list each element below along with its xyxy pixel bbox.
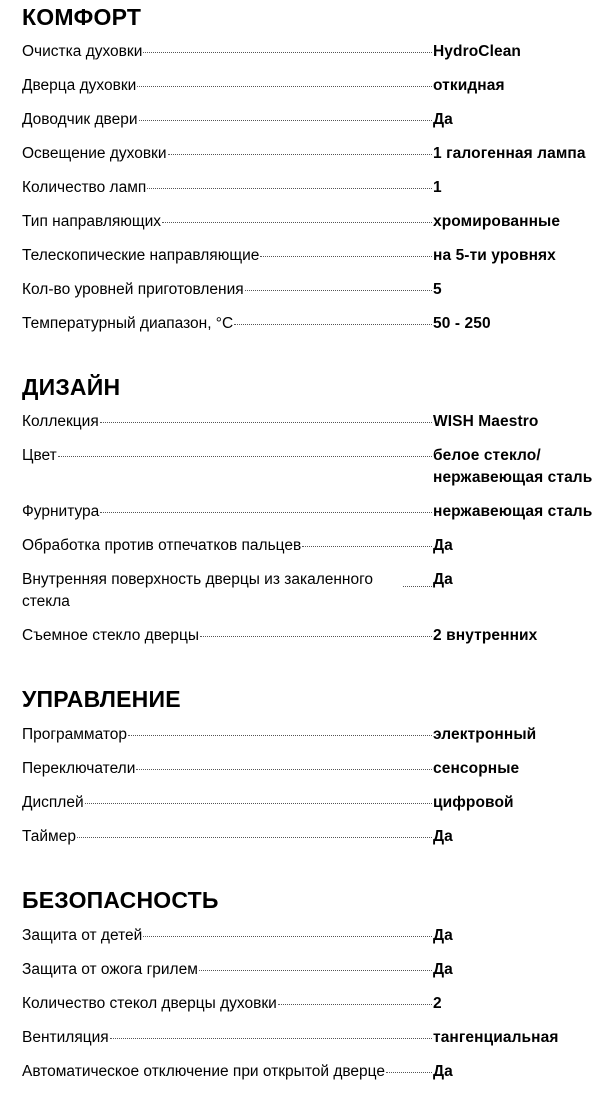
spec-row (22, 245, 597, 267)
spec-value: Да (433, 927, 453, 944)
spec-value: тангенциальная (433, 1029, 559, 1046)
spec-value: WISH Maestro (433, 413, 539, 430)
spec-row (22, 535, 597, 557)
spec-label: Съемное стекло дверцы (22, 625, 199, 647)
spec-value: 2 (433, 995, 442, 1012)
spec-row (22, 826, 597, 848)
section-title-safety: БЕЗОПАСНОСТЬ (22, 887, 219, 913)
spec-value: нержавеющая сталь (433, 503, 593, 520)
spec-value: откидная (433, 77, 505, 94)
section-title-controls: УПРАВЛЕНИЕ (22, 686, 181, 712)
spec-label: Коллекция (22, 411, 99, 433)
spec-row (22, 569, 597, 613)
section-title-design: ДИЗАЙН (22, 374, 121, 400)
spec-value: цифровой (433, 794, 514, 811)
spec-row (22, 724, 597, 746)
spec-label: Внутренняя поверхность дверцы из закаленного стекла (22, 569, 402, 613)
spec-row (22, 445, 597, 489)
spec-label: Защита от детей (22, 925, 142, 947)
spec-row (22, 1061, 597, 1083)
spec-row (22, 313, 597, 335)
spec-label: Доводчик двери (22, 109, 138, 131)
spec-row (22, 1027, 597, 1049)
spec-label: Программатор (22, 724, 127, 746)
spec-row (22, 75, 597, 97)
spec-row (22, 41, 597, 63)
spec-value: хромированные (433, 213, 561, 230)
spec-label: Обработка против отпечатков пальцев (22, 535, 301, 557)
spec-label: Дверца духовки (22, 75, 136, 97)
spec-value: Да (433, 828, 453, 845)
spec-row (22, 792, 597, 814)
spec-row (22, 109, 597, 131)
spec-label: Количество стекол дверцы духовки (22, 993, 277, 1015)
spec-label: Телескопические направляющие (22, 245, 259, 267)
spec-label: Кол-во уровней приготовления (22, 279, 244, 301)
spec-row (22, 925, 597, 947)
spec-value: электронный (433, 726, 537, 743)
spec-row (22, 143, 597, 165)
spec-label: Цвет (22, 445, 57, 467)
spec-row (22, 177, 597, 199)
section-comfort (22, 3, 597, 332)
spec-row (22, 993, 597, 1015)
spec-row (22, 959, 597, 981)
spec-value: 5 (433, 281, 442, 298)
spec-value: Да (433, 571, 453, 588)
spec-value: 50 - 250 (433, 315, 491, 332)
section-controls (22, 685, 597, 845)
spec-value: на 5-ти уровнях (433, 247, 556, 264)
spec-label: Количество ламп (22, 177, 146, 199)
spec-value: Да (433, 537, 453, 554)
spec-value: Да (433, 961, 453, 978)
spec-value: белое стекло/ нержавеющая сталь (433, 447, 593, 486)
section-title-comfort: КОМФОРТ (22, 4, 142, 30)
spec-label: Таймер (22, 826, 76, 848)
spec-row (22, 279, 597, 301)
spec-label: Дисплей (22, 792, 84, 814)
spec-row (22, 411, 597, 433)
spec-value: Да (433, 1063, 453, 1080)
spec-label: Очистка духовки (22, 41, 142, 63)
spec-label: Автоматическое отключение при открытой дверце (22, 1061, 385, 1083)
spec-value: сенсорные (433, 760, 520, 777)
spec-label: Температурный диапазон, °C (22, 313, 233, 335)
spec-value: HydroClean (433, 43, 521, 60)
spec-row (22, 501, 597, 523)
spec-value: 1 галогенная лампа (433, 145, 586, 162)
spec-label: Тип направляющих (22, 211, 161, 233)
spec-label: Вентиляция (22, 1027, 109, 1049)
spec-label: Фурнитура (22, 501, 99, 523)
spec-label: Переключатели (22, 758, 135, 780)
spec-row (22, 758, 597, 780)
section-safety (22, 886, 597, 1080)
spec-value: Да (433, 111, 453, 128)
section-design (22, 373, 597, 644)
spec-label: Защита от ожога грилем (22, 959, 198, 981)
spec-label: Освещение духовки (22, 143, 167, 165)
spec-value: 1 (433, 179, 442, 196)
spec-row (22, 211, 597, 233)
spec-row (22, 625, 597, 647)
spec-value: 2 внутренних (433, 627, 538, 644)
